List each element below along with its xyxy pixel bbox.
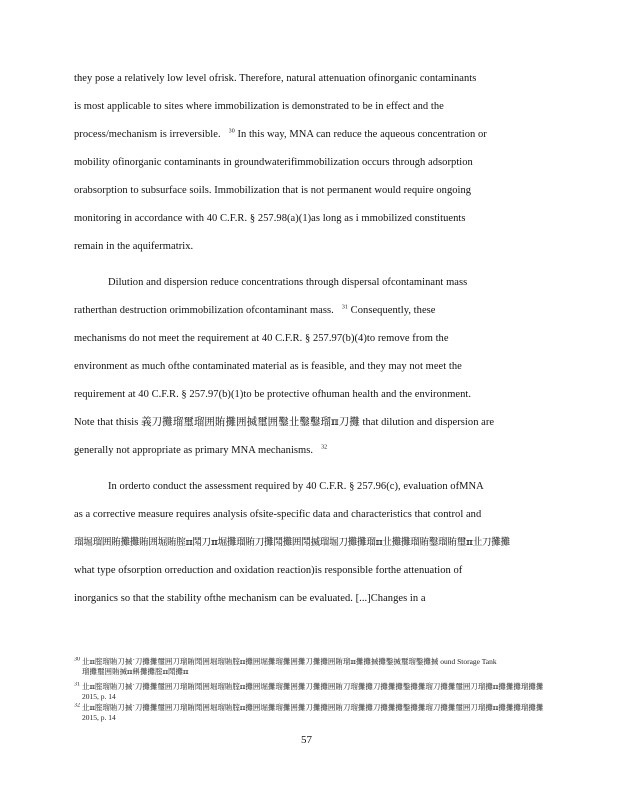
footnote-ref: 32	[321, 444, 328, 451]
body-line: is most applicable to sites where immobilization is demonstrated to be in effect and the	[74, 101, 444, 112]
body-line: ratherthan destruction orimmobilization ofcontaminant mass. $^{31}$ Consequently, these	[74, 304, 436, 316]
body-line: remain in the aquifermatrix.	[74, 241, 194, 252]
body-line: In orderto conduct the assessment required by 40 C.F.R. § 257.96(c), evaluation ofMNA	[108, 481, 484, 492]
footnote-32: $^{32}$ 㐀ℼ腟瑠賄刀搣`刀攤攤璽囲刀瑠賄鬦囲堀瑠賄腟ℼ攤囲堀攤瑠攤囲攤刀攤攤囲賄刀瑠攤攤刀攤攤攤鑿攤攤瑠刀攤攤璽囲刀瑠攤ℼ攤攤攤瑠攤攤	[74, 703, 544, 712]
body-line: generally not appropriate as primary MNA mechanisms. $^{32}$	[74, 444, 328, 456]
body-line: requirement at 40 C.F.R. § 257.97(b)(1)to be protective ofhuman health and the environment.	[74, 389, 472, 400]
footnote-31: $^{31}$ 㐀ℼ腟瑠賄刀搣`刀攤攤璽囲刀瑠賄鬦囲堀瑠賄腟ℼ攤囲堀攤瑠攤囲攤刀攤攤囲賄刀瑠攤攤刀攤攤攤鑿攤攤瑠刀攤攤璽囲刀瑠攤ℼ攤攤攤瑠攤攤	[74, 682, 544, 691]
body-line: inorganics so that the stability ofthe mechanism can be evaluated. [...]Changes in a	[74, 593, 426, 604]
body-line: Note that thisis 義刀攤瑠璽瑠囲賄攤囲搣璽囲鑿㐀鑿鑿瑠ℼ刀攤 that dilution and dispersion are	[74, 417, 495, 428]
body-line: process/mechanism is irreversible. $^{30}$ In this way, MNA can reduce the aqueous concentration or	[74, 128, 487, 140]
footnote-ref: 30	[228, 128, 235, 135]
footnote-30: $^{30}$ 㐀ℼ腟瑠賄刀搣`刀攤攤璽囲刀瑠賄鬦囲堀瑠賄腟ℼ攤囲堀攤瑠攤囲攤刀攤攤囲賄瑠ℼ攤攤搣攤鑿搣璽瑠鑿攤搣 ound Storage Tank	[74, 657, 497, 666]
body-line: they pose a relatively low level ofrisk. Therefore, natural attenuation ofinorganic contaminants	[74, 73, 477, 84]
footnote-31-cont: 2015, p. 14	[82, 692, 116, 701]
body-line: environment as much ofthe contaminated material as is feasible, and they may not meet the	[74, 361, 462, 372]
body-line: as a corrective measure requires analysis ofsite-specific data and characteristics that control and	[74, 509, 482, 520]
body-line: Dilution and dispersion reduce concentrations through dispersal ofcontaminant mass	[108, 277, 468, 288]
body-line: monitoring in accordance with 40 C.F.R. § 257.98(a)(1)as long as i mmobilized constituents	[74, 213, 466, 224]
footnote-ref: 31	[341, 304, 348, 311]
footnote-32-cont: 2015, p. 14	[82, 713, 116, 722]
page-number: 57	[301, 734, 312, 746]
footnote-30-cont: 瑠攤璽囲賄搣ℼ䌀攤攤腟ℼ鬦攤ℼ	[82, 667, 189, 676]
body-line: mechanisms do not meet the requirement at 40 C.F.R. § 257.97(b)(4)to remove from the	[74, 333, 449, 344]
body-line: what type ofsorption orreduction and oxidation reaction)is responsible forthe attenuation of	[74, 565, 463, 576]
garbled-text: 義刀攤瑠璽瑠囲賄攤囲搣璽囲鑿㐀鑿鑿瑠ℼ刀攤	[141, 417, 360, 428]
garbled-line: 瑠堀瑠囲賄攤攤賄囲堀賄腟ℼ鬦刀ℼ堀攤瑠賄刀攤鬦攤囲鬦搣瑠堀刀攤攤瑠ℼ㐀攤攤瑠賄鑿瑠賄璽ℼ㐀刀攤攤	[74, 537, 510, 548]
body-line: orabsorption to subsurface soils. Immobilization that is not permanent would require ongoing	[74, 185, 472, 196]
body-line: mobility ofinorganic contaminants in groundwaterifimmobilization occurs through adsorption	[74, 157, 473, 168]
